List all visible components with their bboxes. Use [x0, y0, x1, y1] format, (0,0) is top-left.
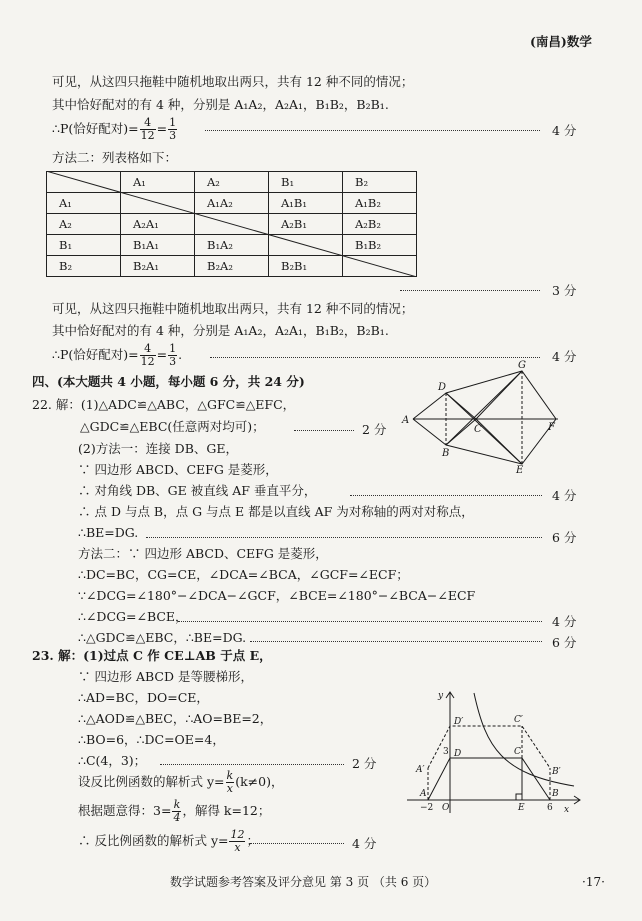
text-line: 其中恰好配对的有 4 种，分别是 A₁A₂，A₂A₁，B₁B₂，B₂B₁.	[52, 97, 389, 112]
table-cell: B₂B₁	[269, 256, 343, 277]
text-line: ∴∠DCG=∠BCE，	[78, 609, 188, 624]
score: 6 分	[552, 530, 577, 545]
point-label: B	[442, 448, 450, 459]
text-line: (2)方法一：连接 DB、GE，	[78, 441, 238, 456]
formula-line: 根据题意得：3= $\frac{k}{4}$ ，解得 k=12；	[78, 798, 271, 824]
point-label: C	[474, 424, 482, 435]
point-label: A′	[416, 765, 425, 775]
text-line: 其中恰好配对的有 4 种，分别是 A₁A₂，A₂A₁，B₁B₂，B₂B₁.	[52, 323, 389, 338]
method-title: 方法二：列表格如下：	[52, 150, 178, 165]
text-line: 方法二：∵ 四边形 ABCD、CEFG 是菱形，	[78, 546, 328, 561]
point-label: O	[442, 803, 450, 813]
score: 3 分	[552, 283, 577, 298]
score: 2 分	[352, 756, 377, 771]
table-cell: B₂A₁	[121, 256, 195, 277]
rhombus-figure	[398, 356, 570, 474]
axis-label: y	[438, 691, 444, 701]
section-title: 四、(本大题共 4 小题，每小题 6 分，共 24 分)	[32, 374, 305, 389]
score: 4 分	[552, 349, 577, 364]
page-number: ·17·	[582, 875, 605, 889]
point-label: A	[402, 415, 410, 426]
table-diagonal	[46, 171, 417, 277]
table-cell: B₁A₂	[195, 235, 269, 256]
point-label: A	[420, 789, 427, 799]
text-line: 可见，从这四只拖鞋中随机地取出两只，共有 12 种不同的情况；	[52, 74, 414, 89]
header-subject: (南昌)数学	[530, 34, 592, 49]
table-cell: B₂A₂	[195, 256, 269, 277]
text-line: ∴△GDC≌△EBC，∴BE=DG.	[78, 630, 247, 645]
point-label: C′	[514, 715, 523, 725]
table-cell: B₁	[269, 172, 343, 193]
score-leader	[350, 495, 542, 496]
text-line: ∴C(4，3)；	[78, 753, 147, 768]
score-leader	[400, 290, 540, 291]
page-footer: 数学试题参考答案及评分意见 第 3 页 （共 6 页）	[170, 875, 437, 889]
table-cell: B₂	[47, 256, 121, 277]
table-cell: B₁B₂	[343, 235, 417, 256]
table-cell: A₂	[47, 214, 121, 235]
probability-line: ∴P(恰好配对)= $\frac{4}{12}$ = $\frac{1}{3}$ .	[52, 342, 183, 368]
rhombus-cefg	[476, 371, 556, 464]
point-label: B	[552, 789, 559, 799]
axis-label: x	[564, 805, 570, 815]
segment-be	[446, 445, 522, 464]
point-label: B′	[552, 767, 561, 777]
tick-label: −2	[420, 803, 434, 813]
score: 6 分	[552, 635, 577, 650]
score-leader	[250, 843, 344, 844]
table-cell: B₁	[47, 235, 121, 256]
text-line: △GDC≌△EBC(任意两对均可)；	[80, 419, 265, 434]
score-leader	[205, 130, 540, 131]
text-line: ∴AD=BC，DO=CE，	[78, 690, 209, 705]
table-cell: A₁B₂	[343, 193, 417, 214]
score-leader	[250, 641, 542, 642]
table-cell: A₂	[195, 172, 269, 193]
tick-label: 3	[443, 747, 449, 757]
score-leader	[146, 537, 542, 538]
text-line: 22. 解：(1)△ADC≌△ABC，△GFC≌△EFC，	[32, 397, 296, 412]
point-label: E	[518, 803, 525, 813]
score: 2 分	[362, 422, 387, 437]
table-cell: A₂A₁	[121, 214, 195, 235]
table-cell: A₂B₂	[343, 214, 417, 235]
trapezoid-abcd	[428, 758, 550, 800]
text-line: ∵ 四边形 ABCD、CEFG 是菱形，	[78, 462, 278, 477]
point-label: D	[454, 749, 462, 759]
tick-label: 6	[547, 803, 553, 813]
score-leader	[160, 764, 344, 765]
coordinate-figure	[402, 688, 582, 818]
score: 4 分	[552, 123, 577, 138]
table-cell: A₁	[121, 172, 195, 193]
text-line: ∴DC=BC，CG=CE，∠DCA=∠BCA，∠GCF=∠ECF；	[78, 567, 409, 582]
text-line: ∵ 四边形 ABCD 是等腰梯形，	[78, 669, 253, 684]
point-label: G	[518, 360, 526, 371]
score: 4 分	[552, 614, 577, 629]
table-cell: A₁	[47, 193, 121, 214]
text-line: ∴ 对角线 DB、GE 被直线 AF 垂直平分，	[78, 483, 317, 498]
formula-line: ∴ 反比例函数的解析式 y= $\frac{12}{x}$ ；	[78, 828, 259, 854]
text-line: ∵∠DCG=∠180°−∠DCA−∠GCF，∠BCE=∠180°−∠BCA−∠ECF	[78, 588, 476, 603]
table-cell: A₁A₂	[195, 193, 269, 214]
text-line: ∴ 点 D 与点 B，点 G 与点 E 都是以直线 AF 为对称轴的两对对称点，	[78, 504, 474, 519]
point-label: F	[548, 422, 555, 433]
text-line: ∴BO=6，∴DC=OE=4，	[78, 732, 225, 747]
score-leader	[178, 621, 542, 622]
point-label: D	[438, 382, 447, 393]
score: 4 分	[352, 836, 377, 851]
point-label: E	[516, 465, 524, 474]
score-leader	[294, 430, 354, 431]
text-line: 23. 解：(1)过点 C 作 CE⊥AB 于点 E，	[32, 648, 272, 663]
table-cell: A₂B₁	[269, 214, 343, 235]
segment-de	[446, 393, 522, 464]
text-line: ∴△AOD≌△BEC，∴AO=BE=2，	[78, 711, 273, 726]
point-label: D′	[454, 717, 464, 727]
score: 4 分	[552, 488, 577, 503]
table-cell: A₁B₁	[269, 193, 343, 214]
probability-line: ∴P(恰好配对)= $\frac{4}{12}$ = $\frac{1}{3}$	[52, 116, 177, 142]
table-cell: B₂	[343, 172, 417, 193]
right-angle-mark	[516, 794, 522, 800]
formula-line: 设反比例函数的解析式 y= $\frac{k}{x}$ (k≠0)，	[78, 769, 284, 795]
table-cell: B₁A₁	[121, 235, 195, 256]
point-label: C	[514, 747, 521, 757]
text-line: 可见，从这四只拖鞋中随机地取出两只，共有 12 种不同的情况；	[52, 301, 414, 316]
text-line: ∴BE=DG.	[78, 525, 139, 540]
